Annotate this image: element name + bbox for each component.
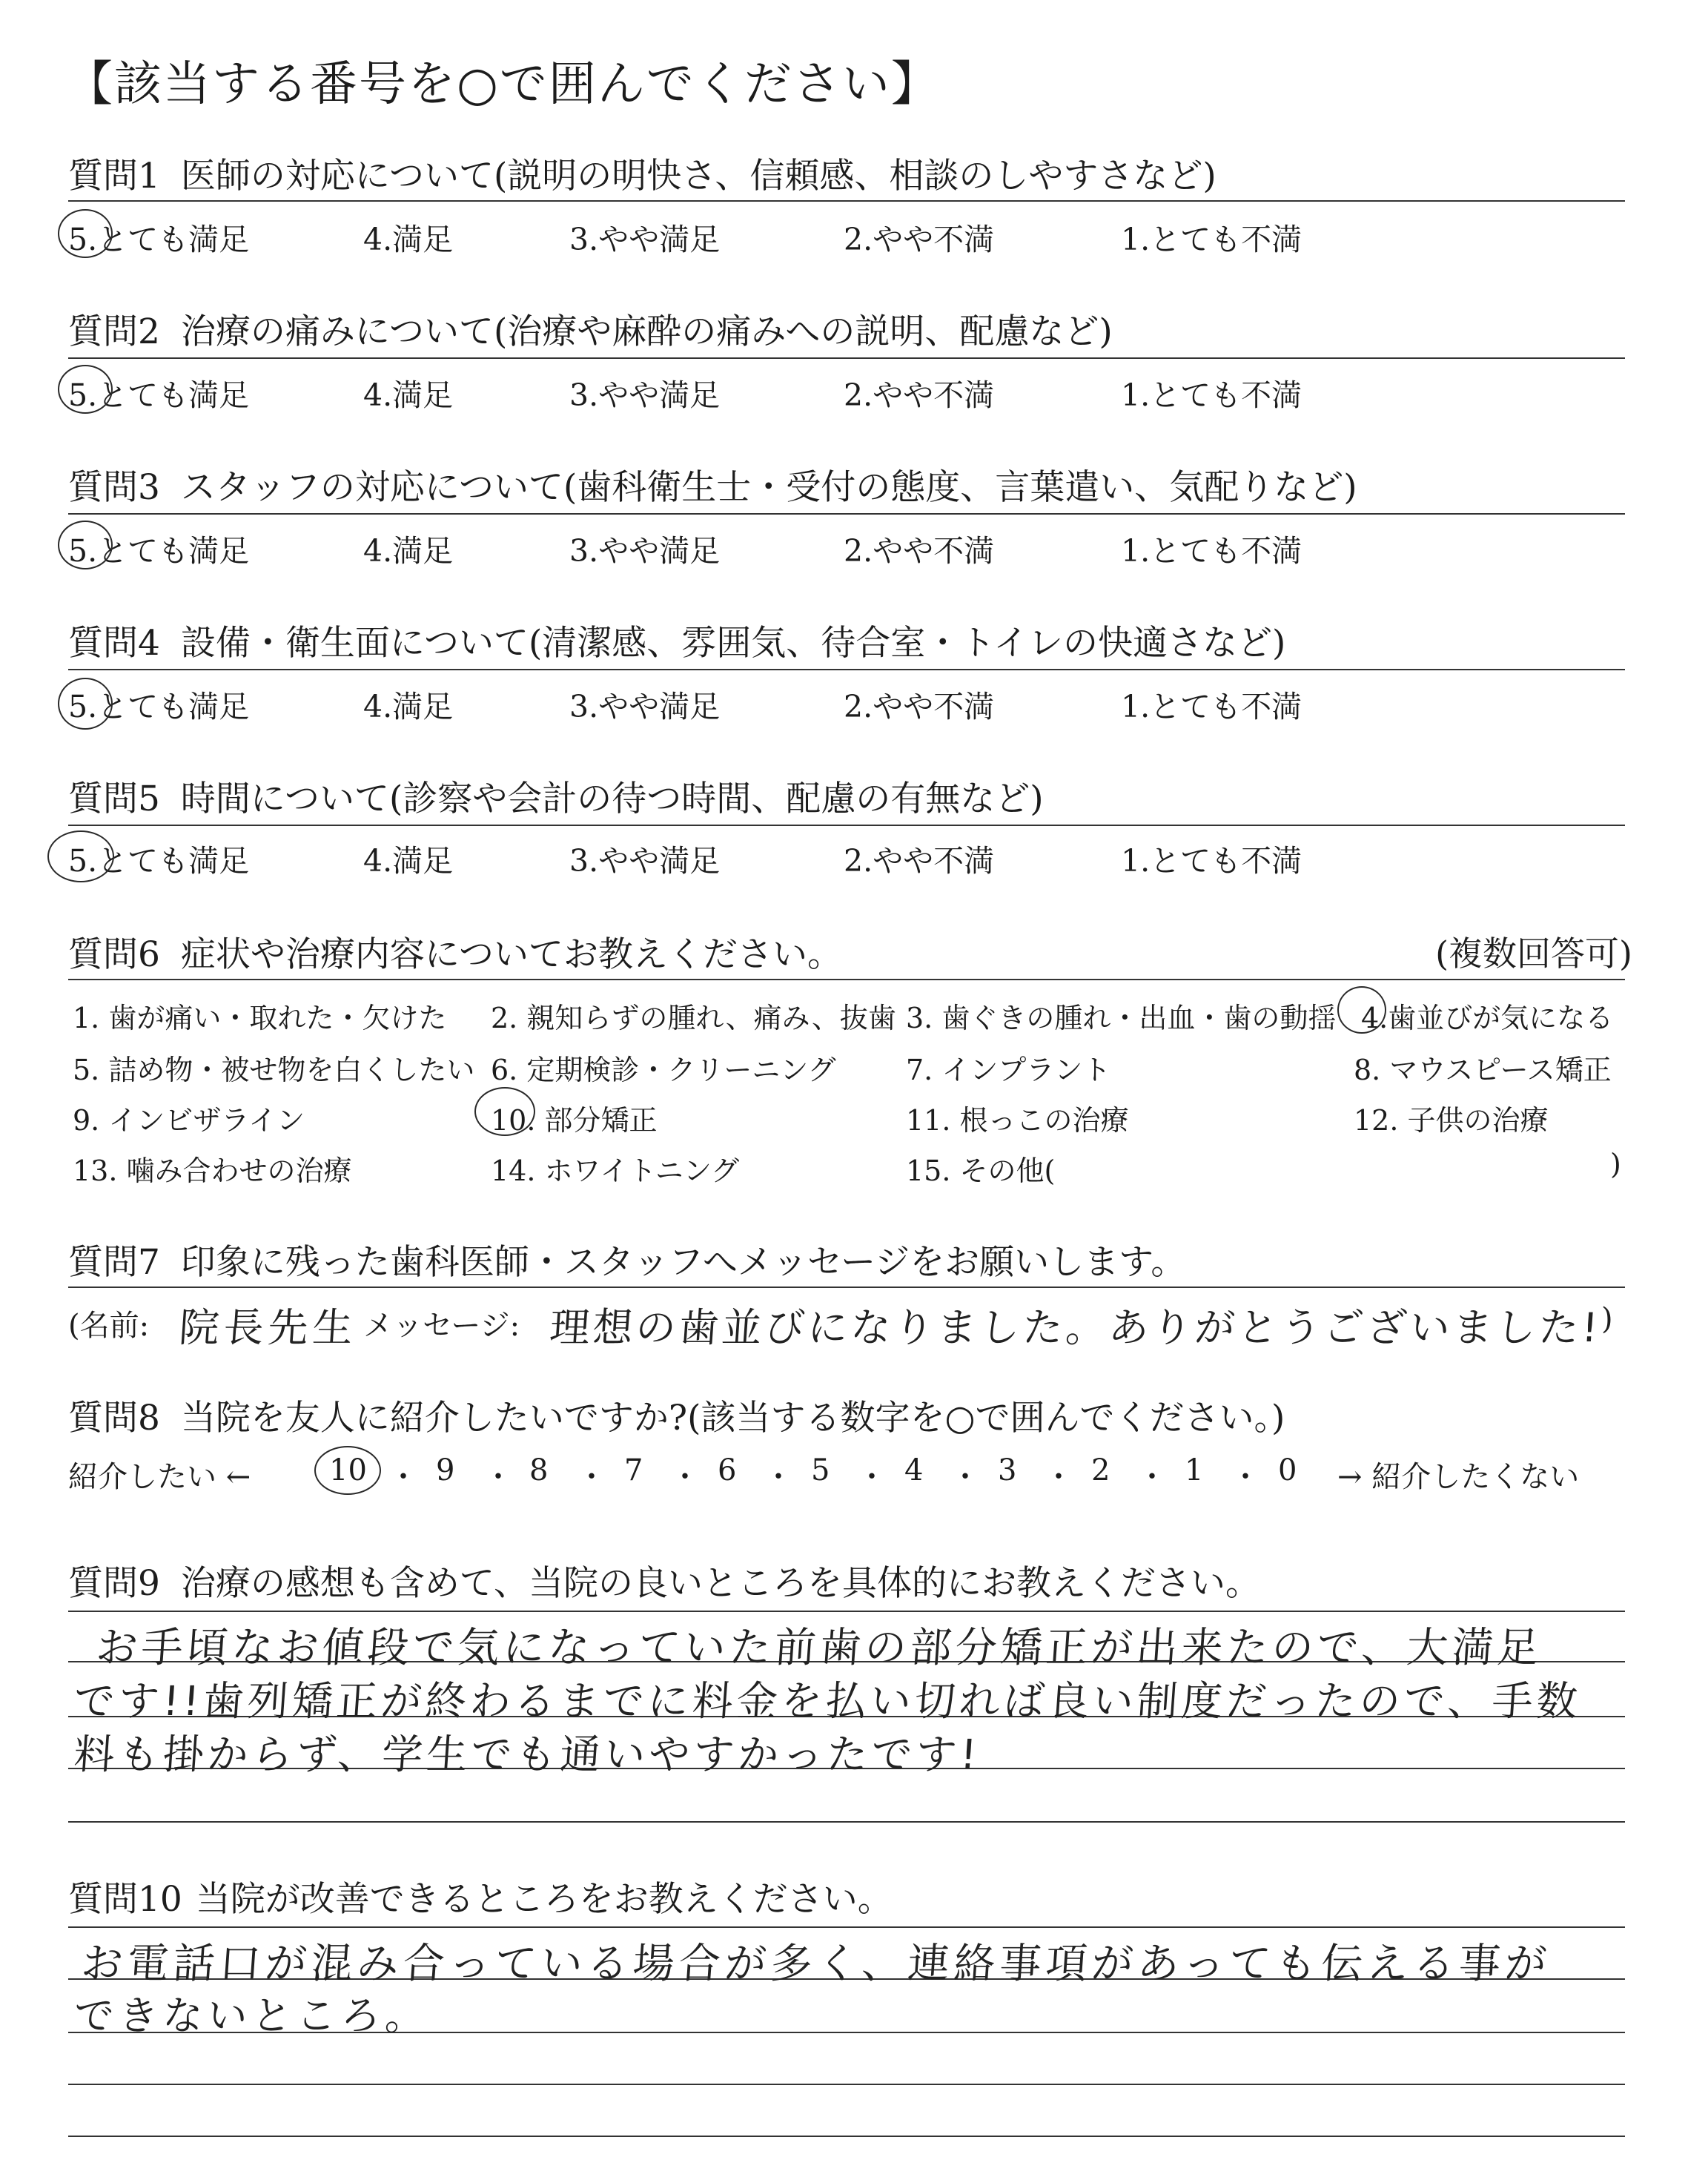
question-4-options [68, 682, 1625, 727]
scale-5[interactable]: 5 [811, 1453, 830, 1487]
question-5-options [68, 836, 1625, 881]
scale-dot: ・ [388, 1460, 418, 1494]
divider [68, 979, 1625, 980]
option-2[interactable]: 2.やや不満 [844, 533, 995, 569]
answer-10-line-2: できないところ。 [72, 1992, 431, 2039]
message-value: 理想の歯並びになりました。ありがとうございました! [548, 1304, 1603, 1351]
question-3-title [68, 460, 1357, 509]
option-4[interactable]: 4.満足 [363, 689, 454, 724]
symptom-option-4[interactable]: 4.歯並びが気になる [1361, 1002, 1614, 1034]
scale-9[interactable]: 9 [436, 1453, 455, 1487]
scale-left-label: 紹介したい ← [68, 1460, 251, 1494]
scale-dot: ・ [857, 1460, 887, 1494]
option-3[interactable]: 3.やや満足 [569, 843, 721, 879]
scale-dot: ・ [670, 1460, 700, 1494]
question-10-text: 当院が改善できるところをお教えください。 [195, 1879, 893, 1920]
question-7-title [68, 1235, 1185, 1284]
divider [68, 2084, 1625, 2085]
option-4[interactable]: 4.満足 [363, 222, 454, 257]
answer-9-line-1: お手頃なお値段で気になっていた前歯の部分矯正が出来たので、大満足 [94, 1624, 1544, 1672]
question-2-label: 質問2 [68, 311, 160, 352]
scale-2[interactable]: 2 [1091, 1453, 1110, 1487]
option-5[interactable]: 5.とても満足 [68, 843, 250, 879]
option-2[interactable]: 2.やや不満 [844, 689, 995, 724]
scale-6[interactable]: 6 [718, 1453, 737, 1487]
option-4[interactable]: 4.満足 [363, 377, 454, 413]
option-2[interactable]: 2.やや不満 [844, 222, 995, 257]
option-3[interactable]: 3.やや満足 [569, 377, 721, 413]
question-8-text: 当院を友人に紹介したいですか?(該当する数字を○で囲んでください。) [180, 1398, 1285, 1439]
divider [68, 1611, 1625, 1612]
question-6-text: 症状や治療内容についてお教えください。 [180, 934, 842, 975]
option-5[interactable]: 5.とても満足 [68, 689, 250, 724]
divider [68, 825, 1625, 826]
option-1[interactable]: 1.とても不満 [1121, 222, 1302, 257]
question-9-label: 質問9 [68, 1563, 160, 1604]
symptom-option-1[interactable]: 1. 歯が痛い・取れた・欠けた [73, 1002, 447, 1034]
question-2-text: 治療の痛みについて(治療や麻酔の痛みへの説明、配慮など) [180, 311, 1113, 352]
question-8-label: 質問8 [68, 1398, 160, 1439]
option-2[interactable]: 2.やや不満 [844, 843, 995, 879]
scale-dot: ・ [1231, 1460, 1260, 1494]
question-10-title [68, 1872, 893, 1921]
option-5[interactable]: 5.とても満足 [68, 377, 250, 413]
symptom-option-3[interactable]: 3. 歯ぐきの腫れ・出血・歯の動揺 [906, 1002, 1337, 1034]
recommend-scale [68, 1453, 1632, 1498]
scale-dot: ・ [483, 1460, 513, 1494]
question-10-label: 質問10 [68, 1879, 182, 1920]
scale-8[interactable]: 8 [529, 1453, 549, 1487]
scale-7[interactable]: 7 [624, 1453, 643, 1487]
symptom-option-5[interactable]: 5. 詰め物・被せ物を白くしたい [73, 1054, 475, 1086]
question-4-title [68, 615, 1285, 665]
scale-dot: ・ [577, 1460, 606, 1494]
message-row [68, 1296, 1632, 1351]
answer-10-line-1: お電話口が混み合っている場合が多く、連絡事項があっても伝える事が [79, 1940, 1553, 1988]
divider [68, 357, 1625, 359]
scale-10[interactable]: 10 [329, 1453, 367, 1487]
option-1[interactable]: 1.とても不満 [1121, 377, 1302, 413]
symptom-option-11[interactable]: 11. 根っこの治療 [906, 1104, 1129, 1137]
answer-9-line-3: 料も掛からず、学生でも通いやすかったです! [72, 1731, 982, 1778]
page-title: 【該当する番号を○で囲んでください】 [65, 57, 940, 112]
question-1-title [68, 148, 1217, 198]
symptom-option-10[interactable]: 10. 部分矯正 [491, 1104, 658, 1137]
question-8-title [68, 1390, 1285, 1440]
option-3[interactable]: 3.やや満足 [569, 689, 721, 724]
scale-3[interactable]: 3 [998, 1453, 1017, 1487]
divider [68, 669, 1625, 670]
multiple-answers-note: (複数回答可) [1435, 934, 1632, 974]
symptom-option-13[interactable]: 13. 噛み合わせの治療 [73, 1155, 352, 1187]
message-prefix: メッセージ: [363, 1309, 520, 1343]
scale-right-label: → 紹介したくない [1337, 1460, 1580, 1494]
symptom-option-12[interactable]: 12. 子供の治療 [1354, 1104, 1549, 1137]
option-2[interactable]: 2.やや不満 [844, 377, 995, 413]
question-2-title [68, 304, 1113, 354]
question-1-label: 質問1 [68, 156, 160, 196]
divider [68, 200, 1625, 202]
option-5[interactable]: 5.とても満足 [68, 222, 250, 257]
divider [68, 1926, 1625, 1928]
name-value: 院長先生 [177, 1304, 359, 1351]
scale-4[interactable]: 4 [904, 1453, 924, 1487]
divider [68, 513, 1625, 515]
question-6-label: 質問6 [68, 934, 160, 975]
question-3-text: スタッフの対応について(歯科衛生士・受付の態度、言葉遣い、気配りなど) [180, 467, 1357, 508]
option-1[interactable]: 1.とても不満 [1121, 689, 1302, 724]
question-1-options [68, 215, 1625, 260]
question-5-label: 質問5 [68, 779, 160, 819]
scale-dot: ・ [764, 1460, 793, 1494]
other-close-paren: ) [1610, 1148, 1621, 1180]
name-prefix: (名前: [68, 1309, 150, 1343]
answer-9-line-2: です!!歯列矯正が終わるまでに料金を払い切れば良い制度だったので、手数 [72, 1677, 1583, 1725]
question-9-text: 治療の感想も含めて、当院の良いところを具体的にお教えください。 [180, 1563, 1260, 1604]
question-4-text: 設備・衛生面について(清潔感、雰囲気、待合室・トイレの快適さなど) [180, 623, 1286, 664]
symptom-option-6[interactable]: 6. 定期検診・クリーニング [491, 1054, 836, 1086]
symptom-option-8[interactable]: 8. マウスピース矯正 [1354, 1054, 1612, 1086]
symptom-option-9[interactable]: 9. インビザライン [73, 1104, 305, 1137]
option-3[interactable]: 3.やや満足 [569, 533, 721, 569]
option-4[interactable]: 4.満足 [363, 843, 454, 879]
divider [68, 1821, 1625, 1823]
question-3-options [68, 526, 1625, 571]
question-7-label: 質問7 [68, 1242, 160, 1283]
symptom-option-14[interactable]: 14. ホワイトニング [491, 1155, 740, 1187]
scale-0[interactable]: 0 [1278, 1453, 1297, 1487]
question-2-options [68, 371, 1625, 415]
scale-dot: ・ [950, 1460, 980, 1494]
message-close-paren: ) [1601, 1302, 1613, 1336]
divider [68, 1287, 1625, 1288]
option-3[interactable]: 3.やや満足 [569, 222, 721, 257]
symptom-option-7[interactable]: 7. インプラント [906, 1054, 1111, 1086]
question-7-text: 印象に残った歯科医師・スタッフへメッセージをお願いします。 [180, 1242, 1186, 1283]
scale-1[interactable]: 1 [1185, 1453, 1204, 1487]
symptom-option-2[interactable]: 2. 親知らずの腫れ、痛み、抜歯 [491, 1002, 896, 1034]
question-1-text: 医師の対応について(説明の明快さ、信頼感、相談のしやすさなど) [180, 156, 1217, 196]
question-6-grid [68, 927, 1632, 1209]
question-5-text: 時間について(診察や会計の待つ時間、配慮の有無など) [180, 779, 1044, 819]
question-5-title [68, 771, 1044, 821]
question-9-title [68, 1556, 1260, 1605]
option-1[interactable]: 1.とても不満 [1121, 533, 1302, 569]
option-5[interactable]: 5.とても満足 [68, 533, 250, 569]
scale-dot: ・ [1137, 1460, 1167, 1494]
divider [68, 2136, 1625, 2137]
option-4[interactable]: 4.満足 [363, 533, 454, 569]
scale-dot: ・ [1044, 1460, 1073, 1494]
symptom-option-15[interactable]: 15. その他( [906, 1155, 1056, 1187]
question-4-label: 質問4 [68, 623, 160, 664]
option-1[interactable]: 1.とても不満 [1121, 843, 1302, 879]
question-3-label: 質問3 [68, 467, 160, 508]
